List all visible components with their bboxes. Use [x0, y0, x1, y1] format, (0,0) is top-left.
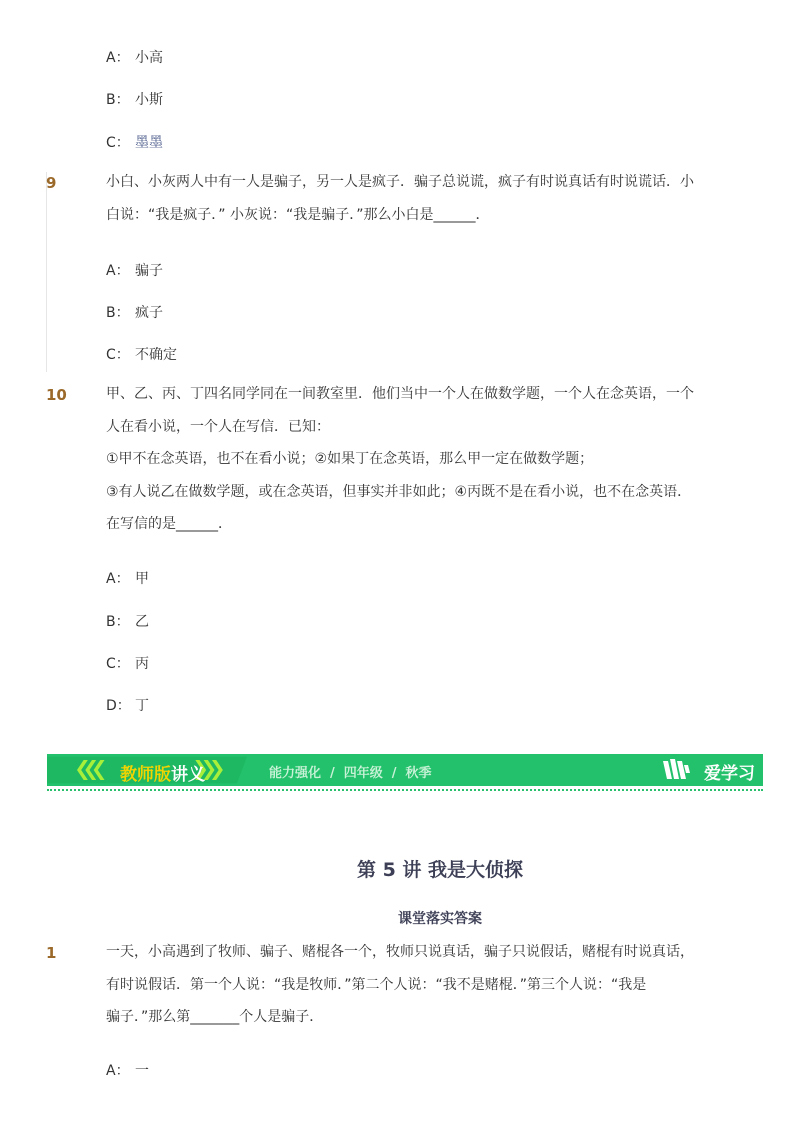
question-number: 10 — [46, 386, 67, 404]
question-line: 有时说假话．第一个人说：“我是牧师．”第二个人说：“我不是赌棍．”第三个人说：“我是 — [106, 976, 647, 993]
option-text: 墨墨 — [135, 135, 163, 151]
option-row — [106, 344, 177, 364]
section-title: 课堂落实答案 — [398, 911, 482, 927]
header-dotted-divider — [47, 789, 763, 791]
option-text: 疯子 — [135, 305, 163, 321]
option-text: 丙 — [135, 656, 149, 672]
question-text — [106, 936, 718, 1034]
option-text: 甲 — [135, 571, 149, 587]
option-row — [106, 653, 149, 673]
banner-separator: / — [330, 766, 335, 781]
banner-subtitle-item: 秋季 — [405, 766, 432, 781]
option-row — [106, 1060, 149, 1080]
option-row — [106, 302, 163, 322]
question-line: 小白、小灰两人中有一人是骗子，另一人是疯子．骗子总说谎，疯子有时说真话有时说谎话．小 — [106, 174, 694, 190]
option-key: D： — [106, 698, 131, 714]
option-text: 小高 — [135, 50, 163, 66]
banner-subtitle-item: 能力强化 — [269, 766, 322, 781]
banner-separator: / — [391, 766, 397, 781]
page-header-banner — [47, 754, 763, 786]
option-row — [106, 611, 149, 631]
banner-subtitle — [269, 762, 432, 781]
option-row — [106, 47, 163, 67]
question-line: 骗子．”那么第_______个人是骗子． — [106, 1009, 324, 1025]
banner-title — [120, 760, 205, 785]
question-line: 白说：“我是疯子．” 小灰说：“我是骗子．”那么小白是______． — [106, 206, 490, 223]
question-line: 甲、乙、丙、丁四名同学同在一间教室里．他们当中一个人在做数学题，一个人在念英语，一个 — [106, 386, 694, 402]
option-text: 小斯 — [135, 92, 163, 108]
option-key: B： — [106, 614, 130, 630]
option-row — [106, 695, 149, 715]
option-row — [106, 568, 149, 588]
option-text: 骗子 — [135, 263, 163, 279]
question-text — [106, 378, 718, 541]
option-key: A： — [106, 263, 130, 279]
brand-logo-text: 爱学习 — [704, 764, 755, 784]
question-line: 一天，小高遇到了牧师、骗子、赌棍各一个，牧师只说真话，骗子只说假话，赌棍有时说真话， — [106, 944, 694, 960]
lesson-title: 第 5 讲 我是大侦探 — [356, 859, 524, 881]
option-key: A： — [106, 571, 130, 587]
option-key: C： — [106, 656, 130, 672]
question-number: 1 — [46, 944, 57, 962]
option-text: 不确定 — [135, 347, 177, 363]
question-line: ①甲不在念英语，也不在看小说；②如果丁在念英语，那么甲一定在做数学题； — [106, 451, 594, 467]
option-key: A： — [106, 50, 130, 66]
question-line: ③有人说乙在做数学题，或在念英语，但事实并非如此；④丙既不是在看小说，也不在念英语． — [106, 483, 692, 500]
option-text: 丁 — [135, 698, 149, 714]
question-rule — [46, 172, 47, 372]
option-text: 一 — [135, 1063, 149, 1079]
question-line: 在写信的是______． — [106, 516, 232, 532]
banner-title-part2: 讲义 — [171, 765, 205, 785]
option-row — [106, 260, 163, 280]
option-key: B： — [106, 92, 130, 108]
question-text — [106, 166, 718, 231]
brand-logo-icon — [661, 757, 691, 783]
option-key: B： — [106, 305, 130, 321]
question-line: 人在看小说，一个人在写信．已知： — [106, 418, 330, 435]
banner-subtitle-item: 四年级 — [343, 766, 383, 781]
option-key: C： — [106, 135, 130, 151]
question-number: 9 — [46, 174, 57, 192]
option-row — [106, 132, 163, 152]
banner-title-part1: 教师版 — [120, 765, 171, 785]
option-key: C： — [106, 347, 130, 363]
option-row — [106, 89, 163, 109]
option-key: A： — [106, 1063, 130, 1079]
option-text: 乙 — [135, 614, 149, 630]
